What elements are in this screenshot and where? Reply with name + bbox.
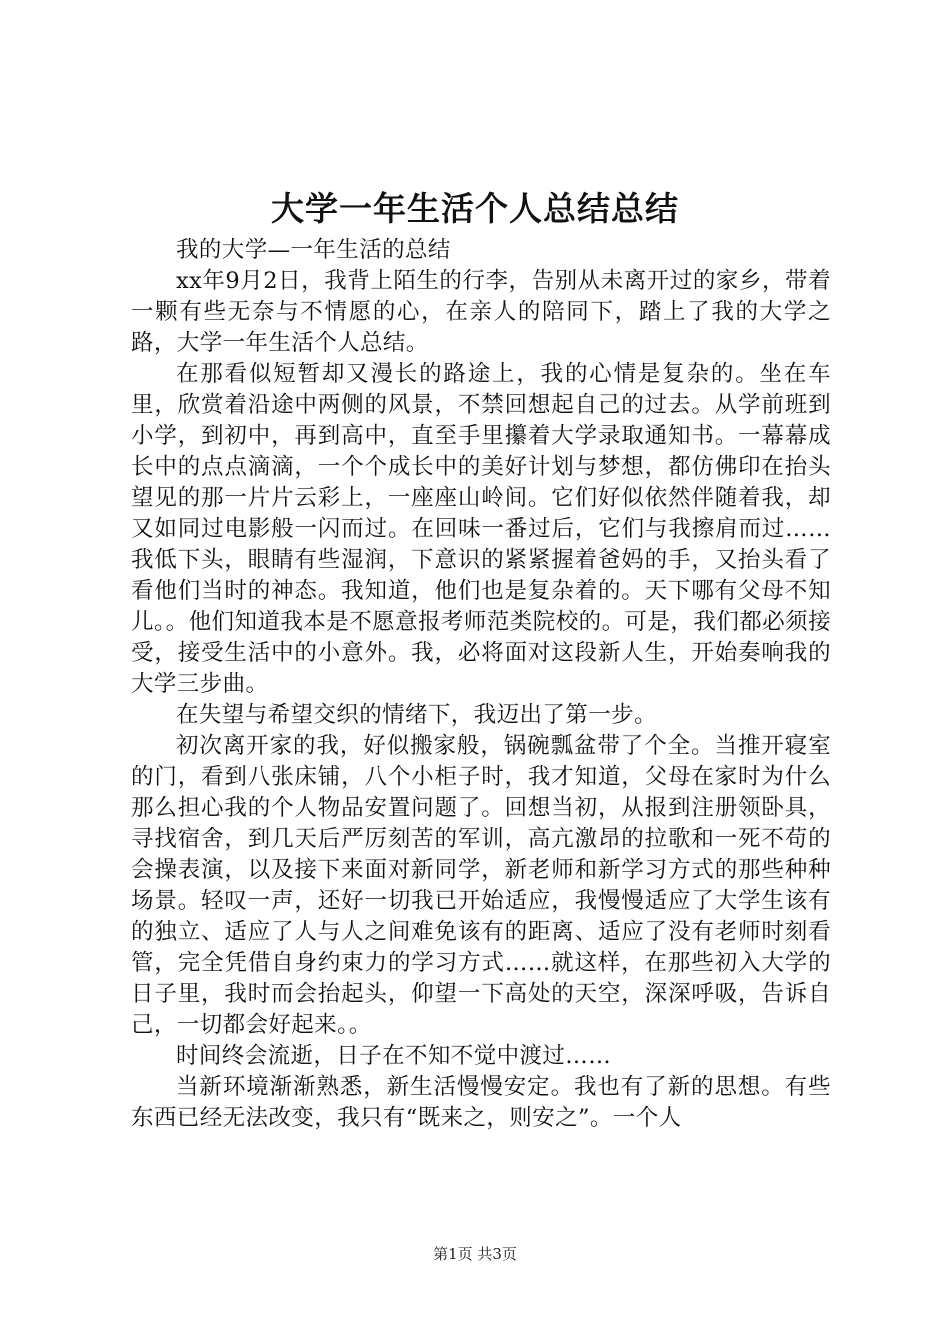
document-body (131, 235, 831, 1134)
paragraph: 在那看似短暂却又漫长的路途上，我的心情是复杂的。坐在车里，欣赏着沿途中两侧的风景，不禁回想起自己的过去。从学前班到小学，到初中，再到高中，直至手里攥着大学录取通知书。一幕幕成长中的点点滴滴，一个个成长中的美好计划与梦想，都仿佛印在抬头望见的那一片片云彩上，一座座山岭间。它们好似依然伴随着我，却又如同过电影般一闪而过。在回味一番过后，它们与我擦肩而过……我低下头，眼睛有些湿润，下意识的紧紧握着爸妈的手，又抬头看了看他们当时的神态。我知道，他们也是复杂着的。天下哪有父母不知儿。。他们知道我本是不愿意报考师范类院校的。可是，我们都必须接受，接受生活中的小意外。我，必将面对这段新人生，开始奏响我的大学三步曲。 (131, 361, 831, 697)
paragraph: 当新环境渐渐熟悉，新生活慢慢安定。我也有了新的思想。有些东西已经无法改变，我只有“既来之，则安之”。一个人 (131, 1074, 831, 1131)
document-title: 大学一年生活个人总结总结 (271, 189, 679, 228)
paragraph: 初次离开家的我，好似搬家般，锅碗瓢盆带了个全。当推开寝室的门，看到八张床铺，八个小柜子时，我才知道，父母在家时为什么那么担心我的个人物品安置问题了。回想当初，从报到注册领卧具，寻找宿舍，到几天后严厉刻苦的军训，高亢激昂的拉歌和一死不苟的会操表演，以及接下来面对新同学，新老师和新学习方式的那些种种场景。轻叹一声，还好一切我已开始适应，我慢慢适应了大学生该有的独立、适应了人与人之间难免该有的距离、适应了没有老师时刻看管，完全凭借自身约束力的学习方式……就这样，在那些初入大学的日子里，我时而会抬起头，仰望一下高处的天空，深深呼吸，告诉自己，一切都会好起来。。 (131, 733, 831, 1038)
paragraph: xx年9月2日，我背上陌生的行李，告别从未离开过的家乡，带着一颗有些无奈与不情愿的心，在亲人的陪同下，踏上了我的大学之路，大学一年生活个人总结。 (131, 268, 831, 356)
page-number-footer: 第1页 共3页 (433, 1245, 517, 1263)
paragraph: 在失望与希望交织的情绪下，我迈出了第一步。 (176, 702, 657, 728)
paragraph: 时间终会流逝，日子在不知不觉中渡过…… (176, 1043, 612, 1069)
paragraph-subtitle: 我的大学—一年生活的总结 (176, 237, 451, 263)
